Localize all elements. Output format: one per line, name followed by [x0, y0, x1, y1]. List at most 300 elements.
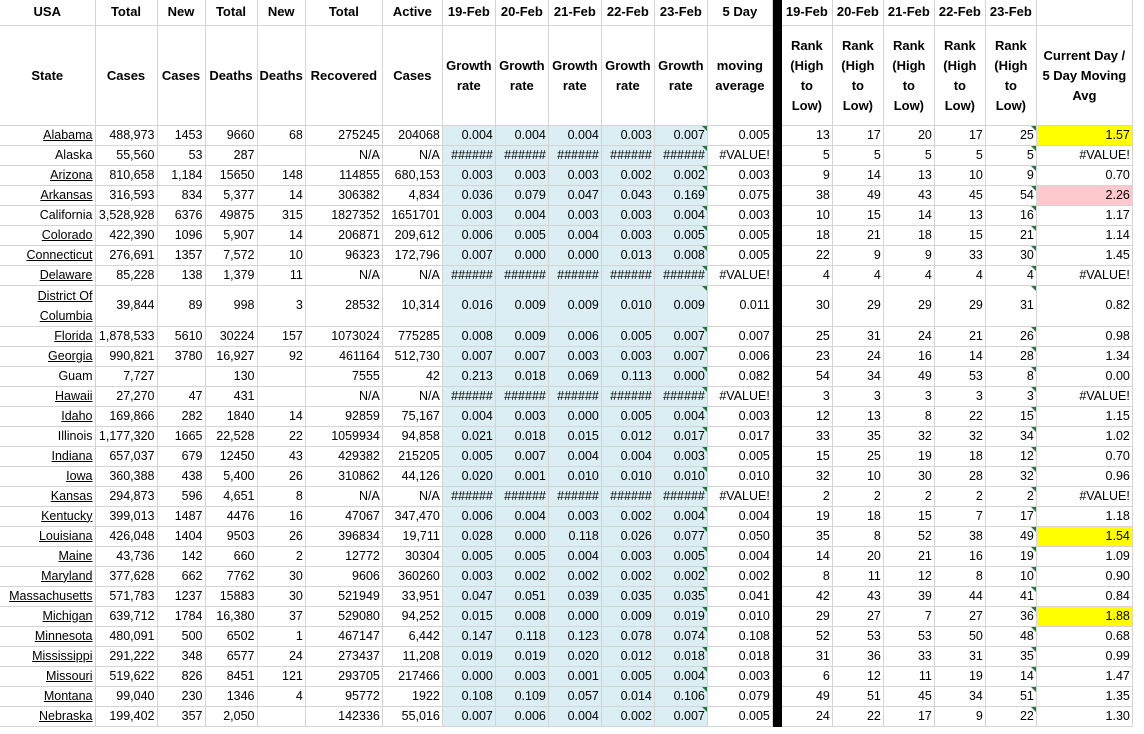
growth-rate-cell[interactable]: 0.003	[601, 226, 654, 246]
recovered-cell[interactable]: N/A	[305, 387, 382, 407]
rank-cell[interactable]: 5	[934, 146, 985, 166]
total-deaths-cell[interactable]: 9660	[205, 126, 257, 146]
growth-rate-cell[interactable]: 0.003	[601, 126, 654, 146]
rank-cell[interactable]: 36	[832, 647, 883, 667]
header-cell[interactable]: moving average	[707, 26, 772, 126]
growth-rate-cell[interactable]: ######	[654, 387, 707, 407]
header-cell[interactable]	[1036, 0, 1132, 26]
growth-rate-cell[interactable]: 0.002	[548, 567, 601, 587]
active-cases-cell[interactable]: N/A	[382, 146, 442, 166]
rank-cell[interactable]: 8	[985, 367, 1036, 387]
rank-cell[interactable]: 33	[934, 246, 985, 266]
rank-cell[interactable]: 13	[883, 166, 934, 186]
rank-cell[interactable]: 11	[832, 567, 883, 587]
new-cases-cell[interactable]: 1453	[157, 126, 205, 146]
new-cases-cell[interactable]: 1404	[157, 527, 205, 547]
growth-rate-cell[interactable]: ######	[601, 487, 654, 507]
growth-rate-cell[interactable]: 0.039	[548, 587, 601, 607]
total-cases-cell[interactable]: 399,013	[95, 507, 157, 527]
active-cases-cell[interactable]: 30304	[382, 547, 442, 567]
rank-cell[interactable]: 53	[832, 627, 883, 647]
rank-cell[interactable]: 2	[934, 487, 985, 507]
header-cell[interactable]: 23-Feb	[654, 0, 707, 26]
rank-cell[interactable]: 29	[883, 286, 934, 327]
recovered-cell[interactable]: 9606	[305, 567, 382, 587]
rank-cell[interactable]: 49	[781, 687, 832, 707]
growth-rate-cell[interactable]: 0.000	[548, 607, 601, 627]
total-cases-cell[interactable]: 990,821	[95, 347, 157, 367]
header-cell[interactable]: Recovered	[305, 26, 382, 126]
recovered-cell[interactable]: 396834	[305, 527, 382, 547]
growth-rate-cell[interactable]: 0.118	[495, 627, 548, 647]
rank-cell[interactable]: 2	[832, 487, 883, 507]
growth-rate-cell[interactable]: 0.004	[495, 126, 548, 146]
rank-cell[interactable]: 6	[781, 667, 832, 687]
new-cases-cell[interactable]: 357	[157, 707, 205, 727]
growth-rate-cell[interactable]: 0.003	[548, 507, 601, 527]
growth-rate-cell[interactable]: ######	[654, 266, 707, 286]
total-cases-cell[interactable]: 571,783	[95, 587, 157, 607]
total-deaths-cell[interactable]: 5,907	[205, 226, 257, 246]
rank-cell[interactable]: 32	[985, 467, 1036, 487]
total-deaths-cell[interactable]: 16,380	[205, 607, 257, 627]
rank-cell[interactable]: 23	[781, 347, 832, 367]
new-deaths-cell[interactable]: 1	[257, 627, 305, 647]
growth-rate-cell[interactable]: 0.008	[442, 327, 495, 347]
rank-cell[interactable]: 3	[985, 387, 1036, 407]
total-deaths-cell[interactable]: 4476	[205, 507, 257, 527]
total-cases-cell[interactable]: 55,560	[95, 146, 157, 166]
rank-cell[interactable]: 8	[934, 567, 985, 587]
ratio-cell[interactable]: 1.15	[1036, 407, 1132, 427]
total-deaths-cell[interactable]: 287	[205, 146, 257, 166]
header-cell[interactable]: Total	[305, 0, 382, 26]
rank-cell[interactable]: 13	[832, 407, 883, 427]
new-cases-cell[interactable]: 662	[157, 567, 205, 587]
state-link[interactable]: Alabama	[0, 126, 95, 146]
recovered-cell[interactable]: 114855	[305, 166, 382, 186]
growth-rate-cell[interactable]: 0.014	[601, 687, 654, 707]
new-cases-cell[interactable]: 826	[157, 667, 205, 687]
state-link[interactable]: Minnesota	[0, 627, 95, 647]
rank-cell[interactable]: 9	[832, 246, 883, 266]
total-deaths-cell[interactable]: 130	[205, 367, 257, 387]
growth-rate-cell[interactable]: 0.005	[601, 327, 654, 347]
growth-rate-cell[interactable]: 0.003	[601, 206, 654, 226]
growth-rate-cell[interactable]: 0.069	[548, 367, 601, 387]
growth-rate-cell[interactable]: 0.005	[601, 667, 654, 687]
rank-cell[interactable]: 19	[934, 667, 985, 687]
rank-cell[interactable]: 2	[781, 487, 832, 507]
header-cell[interactable]: Growth rate	[548, 26, 601, 126]
new-cases-cell[interactable]: 1237	[157, 587, 205, 607]
new-deaths-cell[interactable]	[257, 707, 305, 727]
rank-cell[interactable]: 9	[883, 246, 934, 266]
rank-cell[interactable]: 21	[985, 226, 1036, 246]
growth-rate-cell[interactable]: 0.015	[442, 607, 495, 627]
moving-average-cell[interactable]: 0.108	[707, 627, 772, 647]
growth-rate-cell[interactable]: 0.019	[654, 607, 707, 627]
rank-cell[interactable]: 14	[934, 347, 985, 367]
growth-rate-cell[interactable]: 0.002	[601, 507, 654, 527]
new-cases-cell[interactable]	[157, 367, 205, 387]
header-cell[interactable]: Growth rate	[654, 26, 707, 126]
total-deaths-cell[interactable]: 1346	[205, 687, 257, 707]
growth-rate-cell[interactable]: 0.004	[601, 447, 654, 467]
ratio-cell[interactable]: 0.90	[1036, 567, 1132, 587]
rank-cell[interactable]: 34	[985, 427, 1036, 447]
recovered-cell[interactable]: 1827352	[305, 206, 382, 226]
rank-cell[interactable]: 12	[985, 447, 1036, 467]
new-cases-cell[interactable]: 1096	[157, 226, 205, 246]
total-deaths-cell[interactable]: 7,572	[205, 246, 257, 266]
rank-cell[interactable]: 8	[781, 567, 832, 587]
recovered-cell[interactable]: 306382	[305, 186, 382, 206]
rank-cell[interactable]: 16	[883, 347, 934, 367]
rank-cell[interactable]: 13	[934, 206, 985, 226]
moving-average-cell[interactable]: 0.017	[707, 427, 772, 447]
growth-rate-cell[interactable]: 0.079	[495, 186, 548, 206]
rank-cell[interactable]: 30	[985, 246, 1036, 266]
growth-rate-cell[interactable]: 0.004	[654, 667, 707, 687]
header-cell[interactable]: New	[257, 0, 305, 26]
new-deaths-cell[interactable]: 30	[257, 567, 305, 587]
state-link[interactable]: Arizona	[0, 166, 95, 186]
recovered-cell[interactable]: 95772	[305, 687, 382, 707]
state-cell[interactable]: Guam	[0, 367, 95, 387]
header-cell[interactable]: State	[0, 26, 95, 126]
header-cell[interactable]: Growth rate	[495, 26, 548, 126]
new-deaths-cell[interactable]: 24	[257, 647, 305, 667]
growth-rate-cell[interactable]: 0.004	[442, 126, 495, 146]
moving-average-cell[interactable]: #VALUE!	[707, 487, 772, 507]
moving-average-cell[interactable]: 0.010	[707, 467, 772, 487]
new-deaths-cell[interactable]: 3	[257, 286, 305, 327]
growth-rate-cell[interactable]: ######	[601, 387, 654, 407]
growth-rate-cell[interactable]: 0.018	[495, 367, 548, 387]
new-deaths-cell[interactable]: 16	[257, 507, 305, 527]
rank-cell[interactable]: 25	[985, 126, 1036, 146]
growth-rate-cell[interactable]: 0.013	[601, 246, 654, 266]
new-cases-cell[interactable]: 1,184	[157, 166, 205, 186]
header-cell[interactable]: Total	[95, 0, 157, 26]
total-cases-cell[interactable]: 39,844	[95, 286, 157, 327]
new-cases-cell[interactable]: 3780	[157, 347, 205, 367]
growth-rate-cell[interactable]: 0.123	[548, 627, 601, 647]
rank-cell[interactable]: 32	[883, 427, 934, 447]
new-cases-cell[interactable]: 596	[157, 487, 205, 507]
new-deaths-cell[interactable]: 30	[257, 587, 305, 607]
rank-cell[interactable]: 13	[781, 126, 832, 146]
total-deaths-cell[interactable]: 8451	[205, 667, 257, 687]
recovered-cell[interactable]: 47067	[305, 507, 382, 527]
growth-rate-cell[interactable]: 0.003	[495, 166, 548, 186]
moving-average-cell[interactable]: 0.041	[707, 587, 772, 607]
new-cases-cell[interactable]: 138	[157, 266, 205, 286]
new-deaths-cell[interactable]: 10	[257, 246, 305, 266]
total-deaths-cell[interactable]: 4,651	[205, 487, 257, 507]
recovered-cell[interactable]: 293705	[305, 667, 382, 687]
rank-cell[interactable]: 15	[985, 407, 1036, 427]
active-cases-cell[interactable]: 209,612	[382, 226, 442, 246]
rank-cell[interactable]: 15	[883, 507, 934, 527]
total-cases-cell[interactable]: 422,390	[95, 226, 157, 246]
rank-cell[interactable]: 14	[985, 667, 1036, 687]
growth-rate-cell[interactable]: 0.004	[548, 447, 601, 467]
new-cases-cell[interactable]: 1665	[157, 427, 205, 447]
rank-cell[interactable]: 7	[934, 507, 985, 527]
growth-rate-cell[interactable]: 0.026	[601, 527, 654, 547]
rank-cell[interactable]: 54	[781, 367, 832, 387]
rank-cell[interactable]: 19	[883, 447, 934, 467]
ratio-cell[interactable]: 1.45	[1036, 246, 1132, 266]
total-deaths-cell[interactable]: 660	[205, 547, 257, 567]
moving-average-cell[interactable]: #VALUE!	[707, 387, 772, 407]
state-link[interactable]: Hawaii	[0, 387, 95, 407]
growth-rate-cell[interactable]: 0.004	[654, 206, 707, 226]
rank-cell[interactable]: 2	[985, 487, 1036, 507]
rank-cell[interactable]: 9	[985, 166, 1036, 186]
growth-rate-cell[interactable]: 0.017	[654, 427, 707, 447]
state-link[interactable]: Connecticut	[0, 246, 95, 266]
growth-rate-cell[interactable]: 0.003	[495, 407, 548, 427]
header-cell[interactable]: 23-Feb	[985, 0, 1036, 26]
rank-cell[interactable]: 25	[781, 327, 832, 347]
new-cases-cell[interactable]: 1784	[157, 607, 205, 627]
ratio-cell[interactable]: 1.30	[1036, 707, 1132, 727]
growth-rate-cell[interactable]: 0.007	[495, 347, 548, 367]
rank-cell[interactable]: 18	[883, 226, 934, 246]
growth-rate-cell[interactable]: ######	[495, 146, 548, 166]
rank-cell[interactable]: 22	[781, 246, 832, 266]
growth-rate-cell[interactable]: 0.004	[495, 507, 548, 527]
header-cell[interactable]: Deaths	[257, 26, 305, 126]
growth-rate-cell[interactable]: 0.003	[601, 347, 654, 367]
moving-average-cell[interactable]: 0.075	[707, 186, 772, 206]
new-deaths-cell[interactable]	[257, 367, 305, 387]
growth-rate-cell[interactable]: 0.004	[548, 226, 601, 246]
rank-cell[interactable]: 5	[832, 146, 883, 166]
rank-cell[interactable]: 22	[934, 407, 985, 427]
header-cell[interactable]: Rank (High to Low)	[934, 26, 985, 126]
growth-rate-cell[interactable]: 0.002	[601, 166, 654, 186]
rank-cell[interactable]: 3	[934, 387, 985, 407]
active-cases-cell[interactable]: 94,858	[382, 427, 442, 447]
rank-cell[interactable]: 19	[781, 507, 832, 527]
rank-cell[interactable]: 4	[781, 266, 832, 286]
rank-cell[interactable]: 10	[985, 567, 1036, 587]
header-cell[interactable]: Current Day / 5 Day Moving Avg	[1036, 26, 1132, 126]
total-cases-cell[interactable]: 85,228	[95, 266, 157, 286]
growth-rate-cell[interactable]: 0.147	[442, 627, 495, 647]
moving-average-cell[interactable]: 0.003	[707, 407, 772, 427]
state-link[interactable]: Delaware	[0, 266, 95, 286]
growth-rate-cell[interactable]: 0.002	[654, 567, 707, 587]
rank-cell[interactable]: 5	[883, 146, 934, 166]
growth-rate-cell[interactable]: 0.036	[442, 186, 495, 206]
header-cell[interactable]: 20-Feb	[495, 0, 548, 26]
growth-rate-cell[interactable]: 0.106	[654, 687, 707, 707]
ratio-cell[interactable]: 1.34	[1036, 347, 1132, 367]
growth-rate-cell[interactable]: 0.010	[601, 286, 654, 327]
growth-rate-cell[interactable]: 0.012	[601, 427, 654, 447]
rank-cell[interactable]: 10	[781, 206, 832, 226]
growth-rate-cell[interactable]: ######	[654, 146, 707, 166]
growth-rate-cell[interactable]: 0.007	[654, 347, 707, 367]
total-deaths-cell[interactable]: 7762	[205, 567, 257, 587]
rank-cell[interactable]: 18	[781, 226, 832, 246]
rank-cell[interactable]: 10	[832, 467, 883, 487]
new-cases-cell[interactable]: 348	[157, 647, 205, 667]
moving-average-cell[interactable]: 0.003	[707, 206, 772, 226]
rank-cell[interactable]: 52	[781, 627, 832, 647]
total-cases-cell[interactable]: 43,736	[95, 547, 157, 567]
new-cases-cell[interactable]: 1487	[157, 507, 205, 527]
total-cases-cell[interactable]: 519,622	[95, 667, 157, 687]
rank-cell[interactable]: 41	[985, 587, 1036, 607]
state-link[interactable]: District Of Columbia	[0, 286, 95, 327]
rank-cell[interactable]: 4	[832, 266, 883, 286]
rank-cell[interactable]: 45	[934, 186, 985, 206]
rank-cell[interactable]: 14	[781, 547, 832, 567]
growth-rate-cell[interactable]: 0.003	[654, 447, 707, 467]
growth-rate-cell[interactable]: 0.010	[654, 467, 707, 487]
growth-rate-cell[interactable]: 0.006	[442, 226, 495, 246]
rank-cell[interactable]: 15	[934, 226, 985, 246]
ratio-cell[interactable]: 0.82	[1036, 286, 1132, 327]
rank-cell[interactable]: 16	[934, 547, 985, 567]
recovered-cell[interactable]: 275245	[305, 126, 382, 146]
ratio-cell[interactable]: 1.18	[1036, 507, 1132, 527]
growth-rate-cell[interactable]: 0.005	[654, 226, 707, 246]
growth-rate-cell[interactable]: 0.001	[495, 467, 548, 487]
recovered-cell[interactable]: 1073024	[305, 327, 382, 347]
active-cases-cell[interactable]: N/A	[382, 387, 442, 407]
new-cases-cell[interactable]: 47	[157, 387, 205, 407]
recovered-cell[interactable]: N/A	[305, 487, 382, 507]
rank-cell[interactable]: 21	[883, 547, 934, 567]
growth-rate-cell[interactable]: 0.007	[654, 707, 707, 727]
growth-rate-cell[interactable]: 0.169	[654, 186, 707, 206]
rank-cell[interactable]: 28	[934, 467, 985, 487]
moving-average-cell[interactable]: #VALUE!	[707, 146, 772, 166]
rank-cell[interactable]: 3	[832, 387, 883, 407]
growth-rate-cell[interactable]: 0.005	[495, 226, 548, 246]
rank-cell[interactable]: 22	[832, 707, 883, 727]
total-deaths-cell[interactable]: 30224	[205, 327, 257, 347]
rank-cell[interactable]: 53	[934, 367, 985, 387]
recovered-cell[interactable]: 28532	[305, 286, 382, 327]
active-cases-cell[interactable]: N/A	[382, 266, 442, 286]
growth-rate-cell[interactable]: 0.003	[442, 567, 495, 587]
rank-cell[interactable]: 27	[832, 607, 883, 627]
growth-rate-cell[interactable]: 0.009	[548, 286, 601, 327]
growth-rate-cell[interactable]: 0.019	[495, 647, 548, 667]
state-link[interactable]: Arkansas	[0, 186, 95, 206]
new-deaths-cell[interactable]: 315	[257, 206, 305, 226]
growth-rate-cell[interactable]: 0.109	[495, 687, 548, 707]
growth-rate-cell[interactable]: 0.043	[601, 186, 654, 206]
growth-rate-cell[interactable]: 0.005	[601, 407, 654, 427]
growth-rate-cell[interactable]: 0.006	[495, 707, 548, 727]
rank-cell[interactable]: 33	[883, 647, 934, 667]
active-cases-cell[interactable]: 215205	[382, 447, 442, 467]
active-cases-cell[interactable]: 680,153	[382, 166, 442, 186]
rank-cell[interactable]: 12	[883, 567, 934, 587]
growth-rate-cell[interactable]: ######	[548, 387, 601, 407]
recovered-cell[interactable]: 461164	[305, 347, 382, 367]
header-cell[interactable]: Total	[205, 0, 257, 26]
total-deaths-cell[interactable]: 998	[205, 286, 257, 327]
growth-rate-cell[interactable]: 0.007	[442, 707, 495, 727]
rank-cell[interactable]: 44	[934, 587, 985, 607]
moving-average-cell[interactable]: 0.011	[707, 286, 772, 327]
recovered-cell[interactable]: 521949	[305, 587, 382, 607]
new-deaths-cell[interactable]: 121	[257, 667, 305, 687]
new-deaths-cell[interactable]: 22	[257, 427, 305, 447]
growth-rate-cell[interactable]: 0.002	[654, 166, 707, 186]
total-cases-cell[interactable]: 360,388	[95, 467, 157, 487]
header-cell[interactable]: New	[157, 0, 205, 26]
growth-rate-cell[interactable]: 0.006	[548, 327, 601, 347]
growth-rate-cell[interactable]: ######	[442, 387, 495, 407]
total-deaths-cell[interactable]: 431	[205, 387, 257, 407]
growth-rate-cell[interactable]: 0.005	[442, 547, 495, 567]
growth-rate-cell[interactable]: 0.000	[548, 407, 601, 427]
rank-cell[interactable]: 3	[883, 387, 934, 407]
header-cell[interactable]: Rank (High to Low)	[883, 26, 934, 126]
ratio-cell[interactable]: 0.70	[1036, 447, 1132, 467]
recovered-cell[interactable]: 12772	[305, 547, 382, 567]
rank-cell[interactable]: 31	[781, 647, 832, 667]
growth-rate-cell[interactable]: 0.000	[495, 527, 548, 547]
rank-cell[interactable]: 9	[781, 166, 832, 186]
state-cell[interactable]: California	[0, 206, 95, 226]
total-deaths-cell[interactable]: 16,927	[205, 347, 257, 367]
growth-rate-cell[interactable]: 0.007	[442, 246, 495, 266]
header-cell[interactable]: 22-Feb	[601, 0, 654, 26]
growth-rate-cell[interactable]: 0.010	[601, 467, 654, 487]
new-deaths-cell[interactable]: 11	[257, 266, 305, 286]
growth-rate-cell[interactable]: 0.002	[601, 567, 654, 587]
growth-rate-cell[interactable]: 0.004	[495, 206, 548, 226]
header-cell[interactable]: 21-Feb	[883, 0, 934, 26]
new-deaths-cell[interactable]: 43	[257, 447, 305, 467]
active-cases-cell[interactable]: 42	[382, 367, 442, 387]
active-cases-cell[interactable]: 1651701	[382, 206, 442, 226]
moving-average-cell[interactable]: 0.007	[707, 327, 772, 347]
growth-rate-cell[interactable]: 0.007	[442, 347, 495, 367]
header-cell[interactable]: Rank (High to Low)	[985, 26, 1036, 126]
growth-rate-cell[interactable]: 0.015	[548, 427, 601, 447]
moving-average-cell[interactable]: 0.079	[707, 687, 772, 707]
new-deaths-cell[interactable]	[257, 387, 305, 407]
rank-cell[interactable]: 8	[883, 407, 934, 427]
growth-rate-cell[interactable]: 0.057	[548, 687, 601, 707]
total-cases-cell[interactable]: 3,528,928	[95, 206, 157, 226]
rank-cell[interactable]: 31	[934, 647, 985, 667]
growth-rate-cell[interactable]: ######	[442, 146, 495, 166]
new-deaths-cell[interactable]: 92	[257, 347, 305, 367]
growth-rate-cell[interactable]: 0.003	[548, 166, 601, 186]
total-deaths-cell[interactable]: 1840	[205, 407, 257, 427]
rank-cell[interactable]: 32	[934, 427, 985, 447]
rank-cell[interactable]: 14	[883, 206, 934, 226]
header-cell[interactable]: 21-Feb	[548, 0, 601, 26]
growth-rate-cell[interactable]: 0.035	[654, 587, 707, 607]
growth-rate-cell[interactable]: 0.000	[442, 667, 495, 687]
growth-rate-cell[interactable]: 0.047	[548, 186, 601, 206]
